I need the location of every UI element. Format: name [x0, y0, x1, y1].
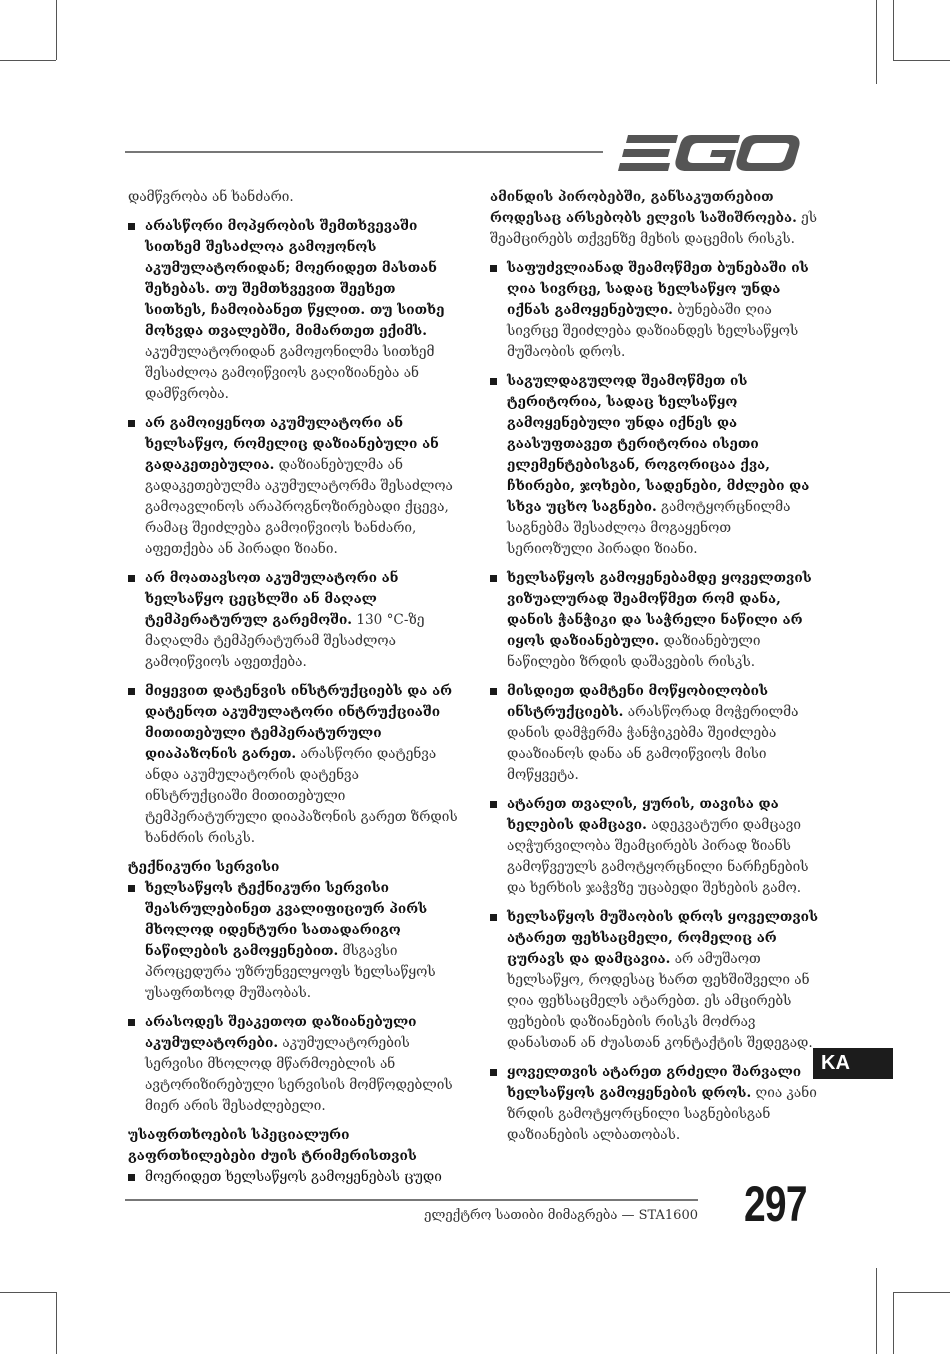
bullet-icon: [128, 688, 135, 695]
right-column: [490, 187, 820, 1154]
footer-text: ელექტრო სათიბი მიმაგრება — STA1600: [424, 1208, 698, 1223]
crop-mark: [0, 1292, 56, 1293]
item-bold-text: საგულდაგულოდ შეამოწმეთ ის ტერიტორია, სადაც ხელსაწყო გამოყენებული უნდა იქნეს და გაასუფთავეთ ტერიტორია ისეთი ელემენტებისგან, როგორიცაა ქვა, ჩხირები, ჯოხები, სადენები, მძლები და სხვა უცხო საგნები.: [507, 373, 810, 515]
item-text: დაზიანებული ნაწილები ზრდის დაშავების რისკს.: [507, 633, 761, 670]
list-item: [128, 878, 458, 1004]
item-bold-text: არასოდეს შეაკეთოთ დაზიანებული აკუმულატორები.: [145, 1014, 417, 1051]
item-text: აკუმულატორების სერვისი მხოლოდ მწარმოებლის ან ავტორიზირებული სერვისის მომწოდებლის მიერ არის შესაძლებელი.: [145, 1035, 453, 1114]
item-bold-text: ატარეთ თვალის, ყურის, თავისა და ხელების დამცავი.: [507, 796, 779, 833]
item-bold-text: არასწორი მოპყრობის შემთხვევაში სითხემ შესაძლოა გამოჟონოს აკუმულატორიდან; მოერიდეთ მასთან შეხებას. თუ შემთხვევით შეეხეთ სითხეს, ჩამოიბანეთ წყლით. თუ სითხე მოხვდა თვალებში, მიმართეთ ექიმს.: [145, 218, 445, 339]
list-item: [128, 1012, 458, 1117]
list-item: [128, 681, 458, 849]
crop-mark: [0, 60, 56, 61]
bullet-icon: [128, 420, 135, 427]
item-bold-text: საფუძვლიანად შეამოწმეთ ბუნებაში ის ღია სივრცე, სადაც ხელსაწყო უნდა იქნას გამოყენებული.: [507, 260, 809, 318]
item-bold-text: ყოველთვის ატარეთ გრძელი შარვალი ხელსაწყოს გამოყენების დროს.: [507, 1064, 802, 1101]
item-text: ადეკვატური დამცავი აღჭურვილობა შეამცირებს პირად ზიანს გამოწვეულს გამოტყორცნილი ნარჩენების და ხერხის ჯაჭვზე უცაბედი შეხების გამო.: [507, 817, 809, 896]
bullet-icon: [490, 378, 497, 385]
bullet-icon: [128, 1174, 135, 1181]
crop-mark: [893, 1292, 950, 1293]
crop-mark: [56, 0, 57, 60]
footer-rule: [125, 1199, 698, 1201]
item-bold-text: ხელსაწყოს ტექნიკური სერვისი შეასრულებინეთ კვალიფიციურ პირს მხოლოდ იდენტური სათადარიგო ნაწილების გამოყენებით.: [145, 880, 428, 959]
list-item: [490, 794, 820, 899]
bullet-icon: [128, 1019, 135, 1026]
item-bold-text: არ გამოიყენოთ აკუმულატორი ან ხელსაწყო, რომელიც დაზიანებული ან გადაკეთებულია.: [145, 415, 439, 473]
item-bold-text: არ მოათავსოთ აკუმულატორი ან ხელსაწყო ცეცხლში ან მაღალ ტემპერატურულ გარემოში.: [145, 570, 399, 628]
paragraph: [490, 187, 820, 250]
item-text: არ ამუშაოთ ხელსაწყო, როდესაც ხართ ფეხშიშველი ან ღია ფეხსაცმელს ატარებთ. ეს ამცირებს ფეხების დაზიანების რისკს მოძრავ დანასთან ან ძუასთან კონტაქტის შედეგად.: [507, 951, 813, 1051]
left-column: [128, 187, 458, 1196]
lead-text: ეს შეამცირებს თქვენზე მეხის დაცემის რისკს.: [490, 210, 818, 247]
bullet-icon: [490, 688, 497, 695]
crop-mark: [893, 60, 950, 61]
lead-bold-text: ამინდის პირობებში, განსაკუთრებით როდესაც არსებობს ელვის საშიშროება.: [490, 189, 797, 226]
item-text: დაზიანებულმა ან გადაკეთებულმა აკუმულატორმა შესაძლოა გამოავლინოს არაპროგნოზირებადი ქცევა, რამაც შეიძლება გამოიწვიოს ხანძარი, აფეთქება ან პირადი ზიანი.: [145, 457, 453, 557]
list-item: [490, 907, 820, 1054]
crop-mark: [893, 0, 894, 60]
list-item: [128, 216, 458, 405]
bullet-icon: [128, 223, 135, 230]
crop-mark: [876, 1268, 877, 1354]
item-bold-text: მისდიეთ დამტენი მოწყობილობის ინსტრუქციებს.: [507, 683, 769, 720]
item-text: გამოტყორცნილმა საგნებმა შესაძლოა მოგაყენოთ სერიოზული პირადი ზიანი.: [507, 499, 791, 557]
page-number: 297: [744, 1176, 807, 1232]
ego-logo: [618, 133, 800, 173]
item-text: მსგავსი პროცედურა უზრუნველყოფს ხელსაწყოს უსაფრთხოდ მუშაობას.: [145, 943, 436, 1001]
list-item: [128, 568, 458, 673]
crop-mark: [893, 1292, 894, 1354]
item-text: ბუნებაში ღია სივრცე შეიძლება დაზიანდეს ხელსაწყოს მუშაობის დროს.: [507, 302, 799, 360]
section-heading: ტექნიკური სერვისი: [128, 859, 280, 875]
item-text: არასწორი დატენვა ანდა აკუმულატორის დატენვა ინსტრუქციაში მითითებული ტემპერატურული დიაპაზონის გარეთ ზრდის ხანძრის რისკს.: [145, 746, 458, 846]
crop-mark: [876, 0, 877, 84]
crop-mark: [56, 1292, 57, 1354]
section-heading: უსაფრთხოების სპეციალური გაფრთხილებები ძუის ტრიმერისთვის: [128, 1127, 417, 1164]
bullet-icon: [490, 801, 497, 808]
list-item: [490, 258, 820, 363]
bullet-icon: [490, 265, 497, 272]
item-bold-text: ხელსაწყოს გამოყენებამდე ყოველთვის ვიზუალურად შეამოწმეთ რომ დანა, დანის ჭანჭიკი და საჭრელი ნაწილი არ იყოს დაზიანებული.: [507, 570, 812, 649]
list-item: [490, 681, 820, 786]
item-text: ღია კანი ზრდის გამოტყორცნილი საგნებისგან დაზიანების ალბათობას.: [507, 1085, 817, 1143]
bullet-icon: [490, 575, 497, 582]
bullet-icon: [128, 575, 135, 582]
bullet-icon: [490, 1069, 497, 1076]
language-tab: KA: [813, 1048, 893, 1079]
list-item: [128, 413, 458, 560]
item-bold-text: ხელსაწყოს მუშაობის დროს ყოველთვის ატარეთ ფეხსაცმელი, რომელიც არ ცურავს და დამცავია.: [507, 909, 819, 967]
header-rule: [125, 151, 603, 153]
list-item: [490, 568, 820, 673]
item-text: მოერიდეთ ხელსაწყოს გამოყენებას ცუდი: [145, 1169, 442, 1185]
list-item: [128, 1167, 458, 1188]
bullet-icon: [128, 885, 135, 892]
list-item: [490, 1062, 820, 1146]
list-item: [490, 371, 820, 560]
paragraph: დამწვრობა ან ხანძარი.: [128, 189, 294, 205]
bullet-icon: [490, 914, 497, 921]
item-text: 130 °C-ზე მაღალმა ტემპერატურამ შესაძლოა გამოიწვიოს აფეთქება.: [145, 612, 425, 670]
item-text: აკუმულატორიდან გამოჟონილმა სითხემ შესაძლოა გამოიწვიოს გაღიზიანება ან დამწვრობა.: [145, 344, 435, 402]
item-bold-text: მიყევით დატენვის ინსტრუქციებს და არ დატენოთ აკუმულატორი ინტრუქციაში მითითებული ტემპერატურული დიაპაზონის გარეთ.: [145, 683, 453, 762]
item-text: არასწორად მოჭერილმა დანის დამჭერმა ჭანჭიკებმა შეიძლება დააზიანოს დანა ან გამოიწვიოს მისი მოწყვეტა.: [507, 704, 799, 783]
